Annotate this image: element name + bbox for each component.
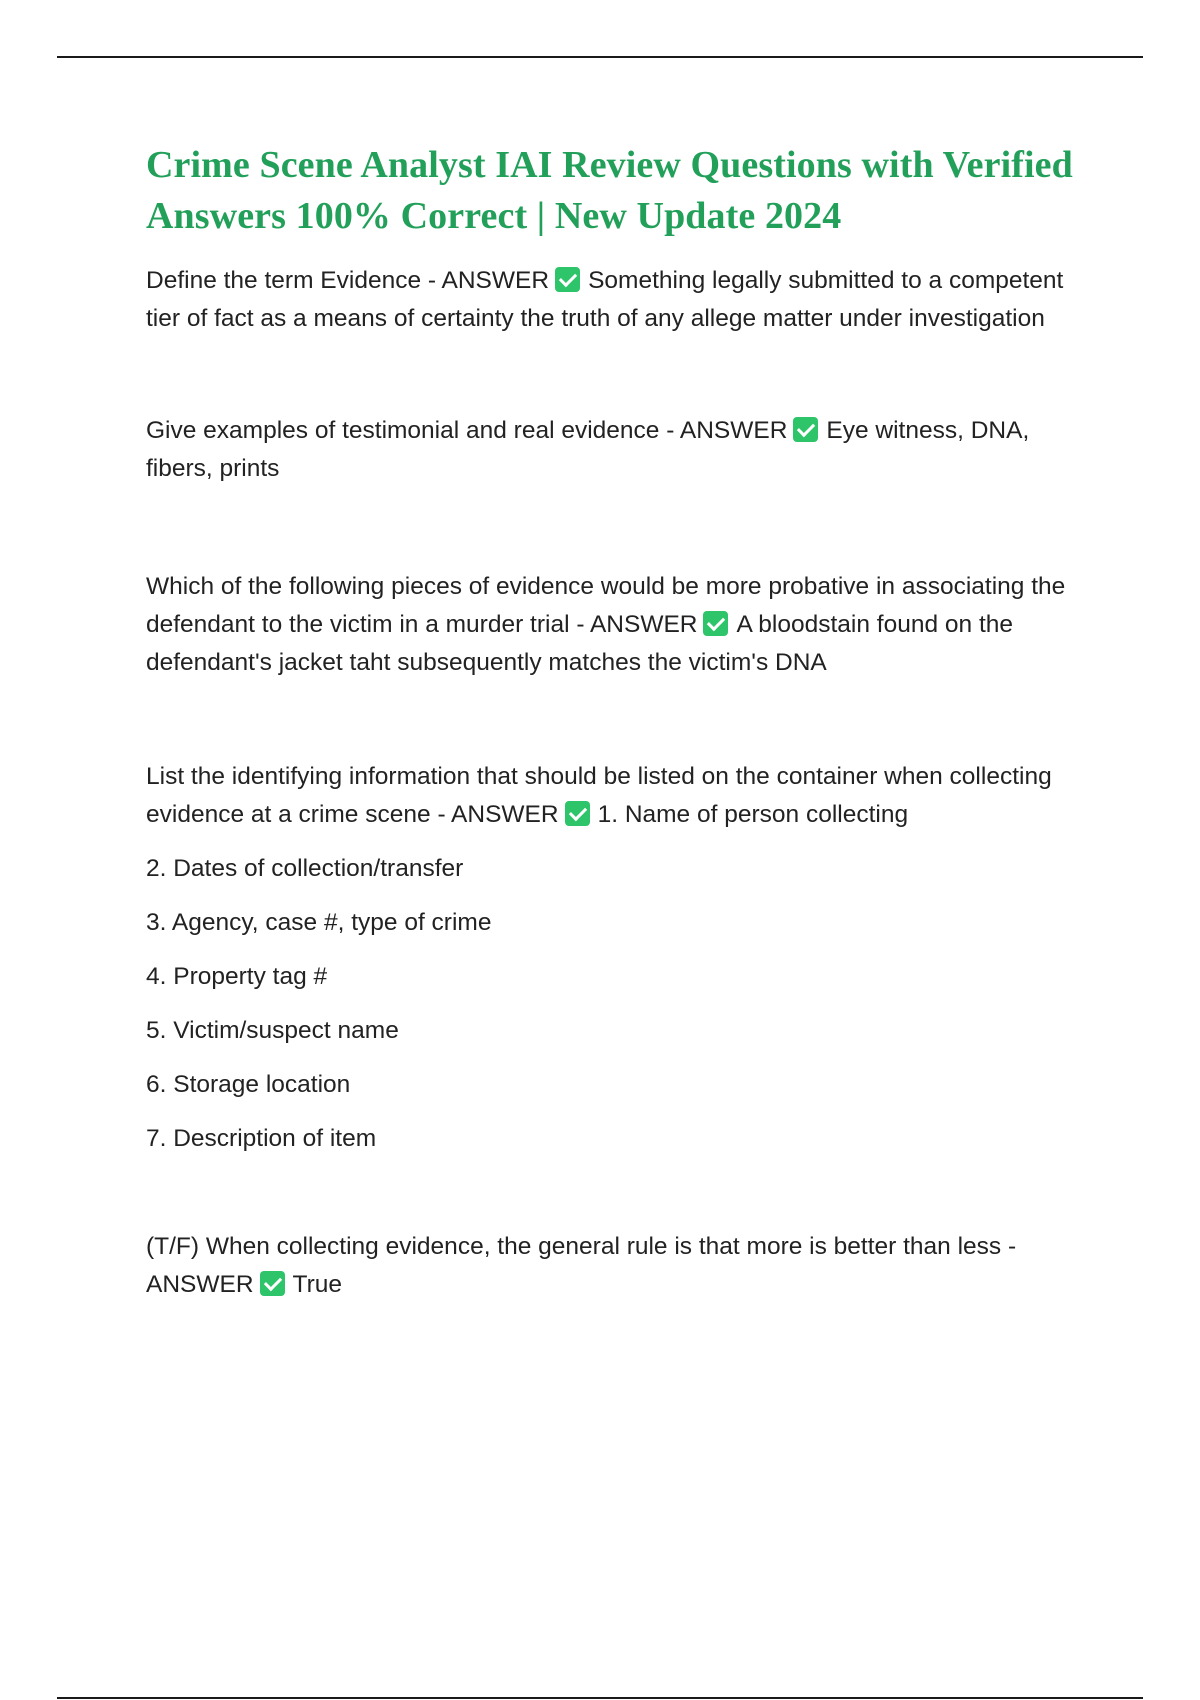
qa-text: [146, 1228, 1096, 1304]
question-text: Give examples of testimonial and real evidence: [146, 417, 660, 444]
answer-marker: - ANSWER: [666, 417, 788, 444]
list-item: 3. Agency, case #, type of crime: [146, 909, 492, 936]
answer-text: 1. Name of person collecting: [597, 801, 909, 828]
qa-item: [146, 262, 1096, 338]
list-item: 7. Description of item: [146, 1125, 377, 1152]
check-mark-icon: [260, 1271, 285, 1296]
question-text: List the identifying information that should be listed on the container when collecting evidence at a crime scene: [146, 763, 1052, 828]
qa-item: [146, 1228, 1096, 1304]
check-mark-icon: [703, 611, 728, 636]
header-rule: [57, 56, 1143, 58]
list-item: 2. Dates of collection/transfer: [146, 855, 464, 882]
footer-rule: [57, 1697, 1143, 1699]
answer-marker: - ANSWER: [146, 1233, 1017, 1298]
check-mark-icon: [793, 417, 818, 442]
qa-text: [146, 262, 1096, 338]
answer-text: True: [292, 1271, 343, 1298]
answer-marker: - ANSWER: [576, 611, 698, 638]
qa-item: [146, 568, 1096, 682]
question-text: Which of the following pieces of evidence would be more probative in associating the defendant to the victim in a murder trial: [146, 573, 1066, 638]
document-title: Crime Scene Analyst IAI Review Questions with Verified Answers 100% Correct | New Update 2024: [146, 144, 1073, 237]
qa-text: [146, 412, 1096, 488]
answer-marker: - ANSWER: [427, 267, 550, 294]
answer-text: A bloodstain found on the defendant's jacket taht subsequently matches the victim's DNA: [146, 611, 1014, 676]
check-mark-icon: [565, 801, 590, 826]
list-item: 4. Property tag #: [146, 963, 328, 990]
answer-text: Eye witness, DNA, fibers, prints: [146, 417, 1030, 482]
list-item: 5. Victim/suspect name: [146, 1017, 399, 1044]
qa-text: [146, 758, 1096, 834]
list-item: 6. Storage location: [146, 1071, 351, 1098]
answer-text: Something legally submitted to a competent tier of fact as a means of certainty the truth of any allege matter under investigation: [146, 267, 1064, 332]
qa-item: [146, 758, 1096, 1158]
answer-marker: - ANSWER: [437, 801, 559, 828]
qa-item: [146, 412, 1096, 488]
question-text: Define the term Evidence: [146, 267, 422, 294]
question-text: (T/F) When collecting evidence, the general rule is that more is better than less: [146, 1233, 1002, 1260]
qa-text: [146, 568, 1096, 682]
check-mark-icon: [555, 267, 580, 292]
document-body: [146, 140, 1096, 1304]
